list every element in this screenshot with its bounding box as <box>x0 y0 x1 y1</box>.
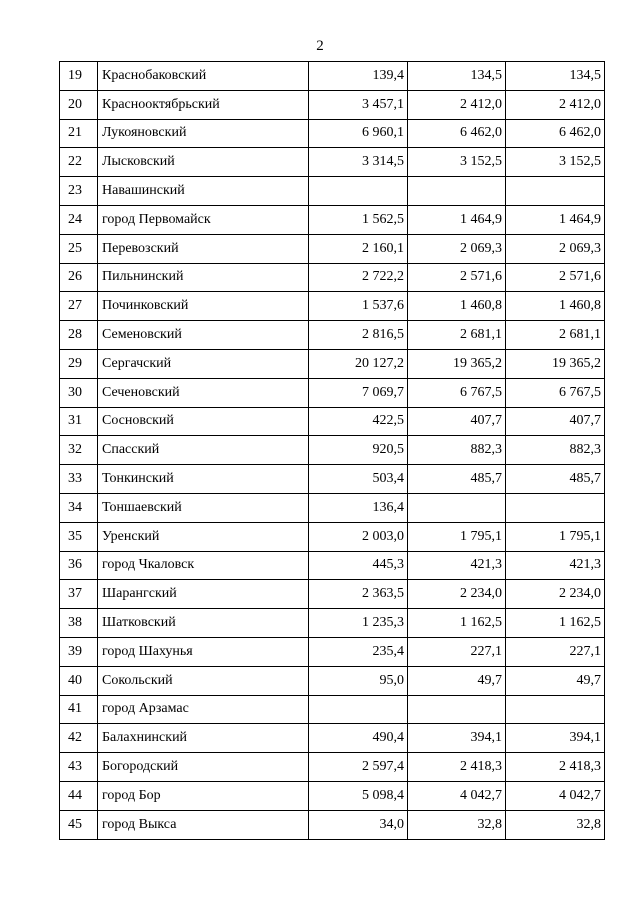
table-row <box>60 119 605 148</box>
value-3-cell: 2 234,0 <box>506 580 605 609</box>
district-name-cell: город Первомайск <box>98 205 309 234</box>
district-name-cell: город Чкаловск <box>98 551 309 580</box>
district-name-cell: город Бор <box>98 781 309 810</box>
value-2-cell: 2 069,3 <box>408 234 506 263</box>
row-number-cell: 25 <box>60 234 98 263</box>
value-1-cell: 5 098,4 <box>309 781 408 810</box>
row-number-cell: 44 <box>60 781 98 810</box>
value-2-cell: 2 412,0 <box>408 90 506 119</box>
value-1-cell: 6 960,1 <box>309 119 408 148</box>
value-1-cell: 2 160,1 <box>309 234 408 263</box>
table-row <box>60 753 605 782</box>
value-3-cell: 394,1 <box>506 724 605 753</box>
table-row <box>60 321 605 350</box>
district-name-cell: Навашинский <box>98 177 309 206</box>
district-name-cell: Починковский <box>98 292 309 321</box>
value-3-cell: 6 462,0 <box>506 119 605 148</box>
row-number-cell: 45 <box>60 810 98 839</box>
table-row <box>60 62 605 91</box>
value-3-cell: 1 795,1 <box>506 522 605 551</box>
value-2-cell: 2 234,0 <box>408 580 506 609</box>
row-number-cell: 41 <box>60 695 98 724</box>
value-2-cell: 134,5 <box>408 62 506 91</box>
table-row <box>60 234 605 263</box>
value-2-cell: 2 681,1 <box>408 321 506 350</box>
value-1-cell: 20 127,2 <box>309 349 408 378</box>
row-number-cell: 34 <box>60 493 98 522</box>
value-3-cell: 2 418,3 <box>506 753 605 782</box>
value-3-cell: 407,7 <box>506 407 605 436</box>
value-3-cell: 485,7 <box>506 465 605 494</box>
row-number-cell: 37 <box>60 580 98 609</box>
value-3-cell <box>506 177 605 206</box>
value-3-cell: 2 412,0 <box>506 90 605 119</box>
value-1-cell: 3 314,5 <box>309 148 408 177</box>
value-1-cell: 136,4 <box>309 493 408 522</box>
value-1-cell: 1 235,3 <box>309 609 408 638</box>
value-2-cell: 1 162,5 <box>408 609 506 638</box>
value-3-cell: 2 681,1 <box>506 321 605 350</box>
value-2-cell: 19 365,2 <box>408 349 506 378</box>
table-row <box>60 465 605 494</box>
row-number-cell: 42 <box>60 724 98 753</box>
district-name-cell: Балахнинский <box>98 724 309 753</box>
value-3-cell: 3 152,5 <box>506 148 605 177</box>
table-row <box>60 580 605 609</box>
value-3-cell: 882,3 <box>506 436 605 465</box>
district-name-cell: Краснооктябрьский <box>98 90 309 119</box>
row-number-cell: 26 <box>60 263 98 292</box>
row-number-cell: 39 <box>60 637 98 666</box>
value-1-cell: 235,4 <box>309 637 408 666</box>
row-number-cell: 31 <box>60 407 98 436</box>
value-2-cell: 49,7 <box>408 666 506 695</box>
district-name-cell: Лысковский <box>98 148 309 177</box>
district-name-cell: Лукояновский <box>98 119 309 148</box>
district-name-cell: Краснобаковский <box>98 62 309 91</box>
row-number-cell: 30 <box>60 378 98 407</box>
value-1-cell: 3 457,1 <box>309 90 408 119</box>
value-2-cell: 1 460,8 <box>408 292 506 321</box>
value-1-cell: 445,3 <box>309 551 408 580</box>
district-name-cell: Семеновский <box>98 321 309 350</box>
value-3-cell: 1 460,8 <box>506 292 605 321</box>
row-number-cell: 33 <box>60 465 98 494</box>
row-number-cell: 27 <box>60 292 98 321</box>
row-number-cell: 29 <box>60 349 98 378</box>
row-number-cell: 20 <box>60 90 98 119</box>
district-name-cell: город Арзамас <box>98 695 309 724</box>
row-number-cell: 28 <box>60 321 98 350</box>
value-3-cell: 49,7 <box>506 666 605 695</box>
row-number-cell: 40 <box>60 666 98 695</box>
value-3-cell: 19 365,2 <box>506 349 605 378</box>
value-3-cell: 2 571,6 <box>506 263 605 292</box>
district-name-cell: Спасский <box>98 436 309 465</box>
value-2-cell: 32,8 <box>408 810 506 839</box>
value-2-cell: 4 042,7 <box>408 781 506 810</box>
table-row <box>60 378 605 407</box>
value-3-cell: 134,5 <box>506 62 605 91</box>
value-1-cell: 7 069,7 <box>309 378 408 407</box>
value-3-cell: 1 162,5 <box>506 609 605 638</box>
row-number-cell: 21 <box>60 119 98 148</box>
district-name-cell: Сосновский <box>98 407 309 436</box>
value-1-cell: 1 562,5 <box>309 205 408 234</box>
value-2-cell: 3 152,5 <box>408 148 506 177</box>
district-name-cell: Тонкинский <box>98 465 309 494</box>
value-1-cell: 422,5 <box>309 407 408 436</box>
value-3-cell: 1 464,9 <box>506 205 605 234</box>
value-1-cell: 139,4 <box>309 62 408 91</box>
table-row <box>60 637 605 666</box>
value-3-cell: 421,3 <box>506 551 605 580</box>
value-1-cell: 1 537,6 <box>309 292 408 321</box>
table-row <box>60 292 605 321</box>
table-row <box>60 493 605 522</box>
data-table <box>59 61 605 840</box>
row-number-cell: 19 <box>60 62 98 91</box>
table-row <box>60 205 605 234</box>
value-1-cell: 95,0 <box>309 666 408 695</box>
district-name-cell: Сеченовский <box>98 378 309 407</box>
page-number: 2 <box>316 38 324 54</box>
table-row <box>60 148 605 177</box>
value-1-cell: 34,0 <box>309 810 408 839</box>
district-name-cell: Сергачский <box>98 349 309 378</box>
table-row <box>60 666 605 695</box>
row-number-cell: 32 <box>60 436 98 465</box>
district-name-cell: Шарангский <box>98 580 309 609</box>
value-3-cell: 32,8 <box>506 810 605 839</box>
row-number-cell: 35 <box>60 522 98 551</box>
table-row <box>60 349 605 378</box>
table-row <box>60 781 605 810</box>
table-row <box>60 810 605 839</box>
value-3-cell: 6 767,5 <box>506 378 605 407</box>
row-number-cell: 36 <box>60 551 98 580</box>
district-name-cell: Уренский <box>98 522 309 551</box>
row-number-cell: 24 <box>60 205 98 234</box>
value-2-cell: 485,7 <box>408 465 506 494</box>
district-name-cell: Пильнинский <box>98 263 309 292</box>
value-1-cell: 920,5 <box>309 436 408 465</box>
district-name-cell: Тоншаевский <box>98 493 309 522</box>
value-1-cell <box>309 695 408 724</box>
value-2-cell: 1 464,9 <box>408 205 506 234</box>
district-name-cell: город Выкса <box>98 810 309 839</box>
value-3-cell <box>506 695 605 724</box>
value-2-cell: 421,3 <box>408 551 506 580</box>
value-1-cell: 2 363,5 <box>309 580 408 609</box>
table-body <box>60 62 605 840</box>
table-row <box>60 522 605 551</box>
table-row <box>60 407 605 436</box>
table-row <box>60 551 605 580</box>
table-row <box>60 724 605 753</box>
value-1-cell: 490,4 <box>309 724 408 753</box>
table-row <box>60 695 605 724</box>
table-row <box>60 436 605 465</box>
value-1-cell: 2 722,2 <box>309 263 408 292</box>
value-1-cell <box>309 177 408 206</box>
table-row <box>60 177 605 206</box>
value-1-cell: 2 597,4 <box>309 753 408 782</box>
district-name-cell: Перевозский <box>98 234 309 263</box>
value-2-cell <box>408 177 506 206</box>
value-3-cell: 4 042,7 <box>506 781 605 810</box>
value-2-cell: 227,1 <box>408 637 506 666</box>
table-row <box>60 263 605 292</box>
row-number-cell: 43 <box>60 753 98 782</box>
value-2-cell <box>408 695 506 724</box>
value-2-cell: 882,3 <box>408 436 506 465</box>
row-number-cell: 22 <box>60 148 98 177</box>
value-2-cell: 6 462,0 <box>408 119 506 148</box>
district-name-cell: Сокольский <box>98 666 309 695</box>
value-1-cell: 2 816,5 <box>309 321 408 350</box>
table-row <box>60 609 605 638</box>
value-3-cell: 227,1 <box>506 637 605 666</box>
district-name-cell: Богородский <box>98 753 309 782</box>
value-2-cell: 2 571,6 <box>408 263 506 292</box>
district-name-cell: Шатковский <box>98 609 309 638</box>
value-3-cell: 2 069,3 <box>506 234 605 263</box>
value-2-cell: 407,7 <box>408 407 506 436</box>
value-1-cell: 2 003,0 <box>309 522 408 551</box>
value-2-cell: 2 418,3 <box>408 753 506 782</box>
row-number-cell: 38 <box>60 609 98 638</box>
value-2-cell: 6 767,5 <box>408 378 506 407</box>
value-2-cell <box>408 493 506 522</box>
value-2-cell: 1 795,1 <box>408 522 506 551</box>
value-1-cell: 503,4 <box>309 465 408 494</box>
row-number-cell: 23 <box>60 177 98 206</box>
value-2-cell: 394,1 <box>408 724 506 753</box>
table-row <box>60 90 605 119</box>
district-name-cell: город Шахунья <box>98 637 309 666</box>
value-3-cell <box>506 493 605 522</box>
